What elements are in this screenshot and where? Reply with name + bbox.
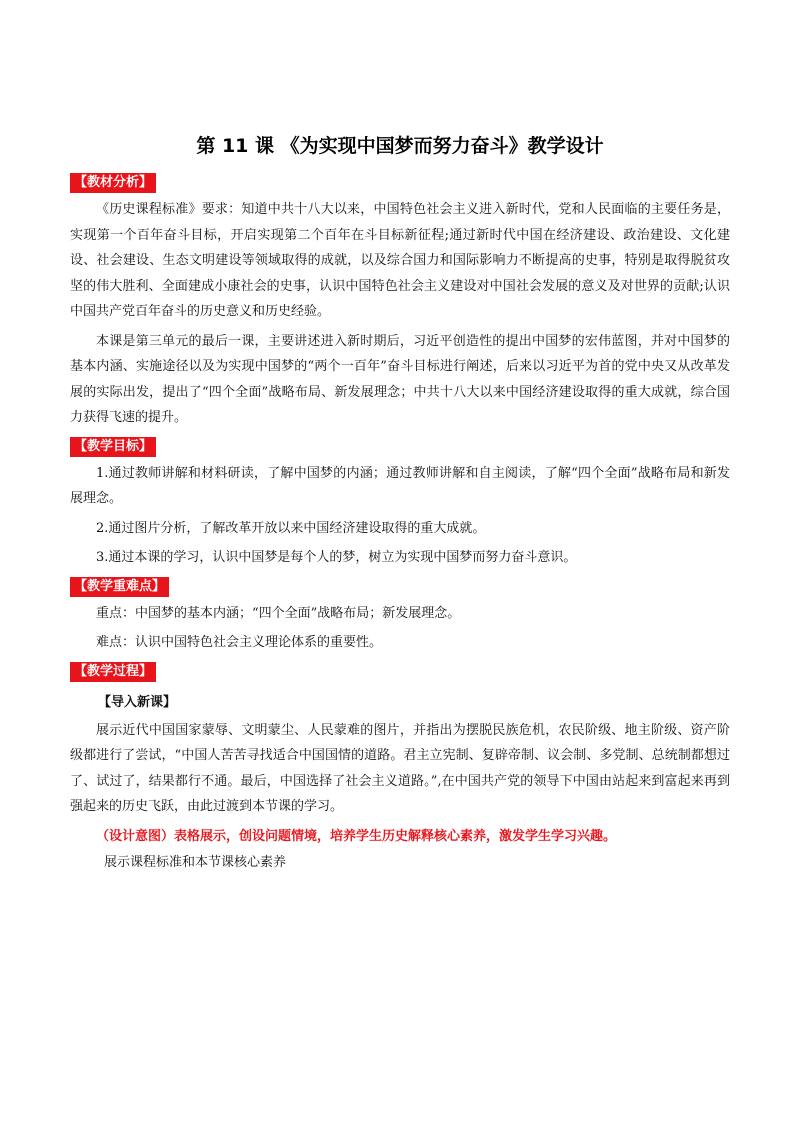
section-tag-key-points: 【教学重难点】 bbox=[70, 577, 169, 597]
document-page bbox=[70, 133, 730, 876]
key-point-difficulty: 难点：认识中国特色社会主义理论体系的重要性。 bbox=[96, 635, 383, 650]
section-objectives bbox=[70, 435, 730, 571]
section-analysis bbox=[70, 171, 730, 431]
page-title: 第 11 课 《为实现中国梦而努力奋斗》教学设计 bbox=[196, 135, 604, 157]
section-tag-objectives: 【教学目标】 bbox=[70, 437, 156, 457]
key-point-focus: 重点：中国梦的基本内涵；“四个全面”战略布局；新发展理念。 bbox=[96, 605, 461, 621]
analysis-paragraph-2: 本课是第三单元的最后一课，主要讲述进入新时期后，习近平创造性的提出中国梦的宏伟蓝图，并对中国梦的基本内涵、实施途径以及为实现中国梦的“两个一百年”奋斗目标进行阐述，后来以习近平为首的党中央又从改革发展的实际出发，提出了“四个全面”战略布局、新发展理念；中共十八大以来中国经济建设取得的重大成就，综合国力获得飞速的提升。 bbox=[70, 333, 730, 425]
design-intent-note: （设计意图）表格展示，创设问题情境，培养学生历史解释核心素养，激发学生学习兴趣。 bbox=[96, 828, 617, 844]
section-tag-analysis: 【教材分析】 bbox=[70, 173, 156, 193]
objective-item-2: 2.通过图片分析，了解改革开放以来中国经济建设取得的重大成就。 bbox=[96, 520, 486, 536]
process-closing-line: 展示课程标准和本节课核心素养 bbox=[104, 854, 287, 870]
section-key-points bbox=[70, 575, 730, 656]
process-paragraph: 展示近代中国国家蒙辱、文明蒙尘、人民蒙难的图片，并指出为摆脱民族危机，农民阶级、地主阶级、资产阶级都进行了尝试，“中国人苦苦寻找适合中国国情的道路。君主立宪制、复辟帝制、议会制、多党制、总统制都想过了、试过了，结果都行不通。最后，中国选择了社会主义道路。”,在中国共产党的领导下中国由站起来到富起来再到强起来的历史飞跃，由此过渡到本节课的学习。 bbox=[70, 722, 730, 814]
analysis-paragraph-1: 《历史课程标准》要求：知道中共十八大以来，中国特色社会主义进入新时代，党和人民面临的主要任务是，实现第一个百年奋斗目标，开启实现第二个百年在斗目标新征程;通过新时代中国在经济建设、政治建设、文化建设、社会建设、生态文明建设等领域取得的成就，以及综合国力和国际影响力不断提高的史事，特别是取得脱贫攻坚的伟大胜利、全面建成小康社会的史事，认识中国特色社会主义建设对中国社会发展的意义及对世界的贡献;认识中国共产党百年奋斗的历史意义和历史经验。 bbox=[70, 202, 730, 319]
objective-item-1: 1.通过教师讲解和材料研读，了解中国梦的内涵；通过教师讲解和自主阅读，了解“四个全面”战略布局和新发展理念。 bbox=[70, 465, 730, 506]
process-subheading: 【导入新课】 bbox=[98, 694, 177, 710]
section-tag-process: 【教学过程】 bbox=[70, 662, 156, 682]
section-process bbox=[70, 660, 730, 876]
objective-item-3: 3.通过本课的学习，认识中国梦是每个人的梦，树立为实现中国梦而努力奋斗意识。 bbox=[96, 550, 577, 565]
